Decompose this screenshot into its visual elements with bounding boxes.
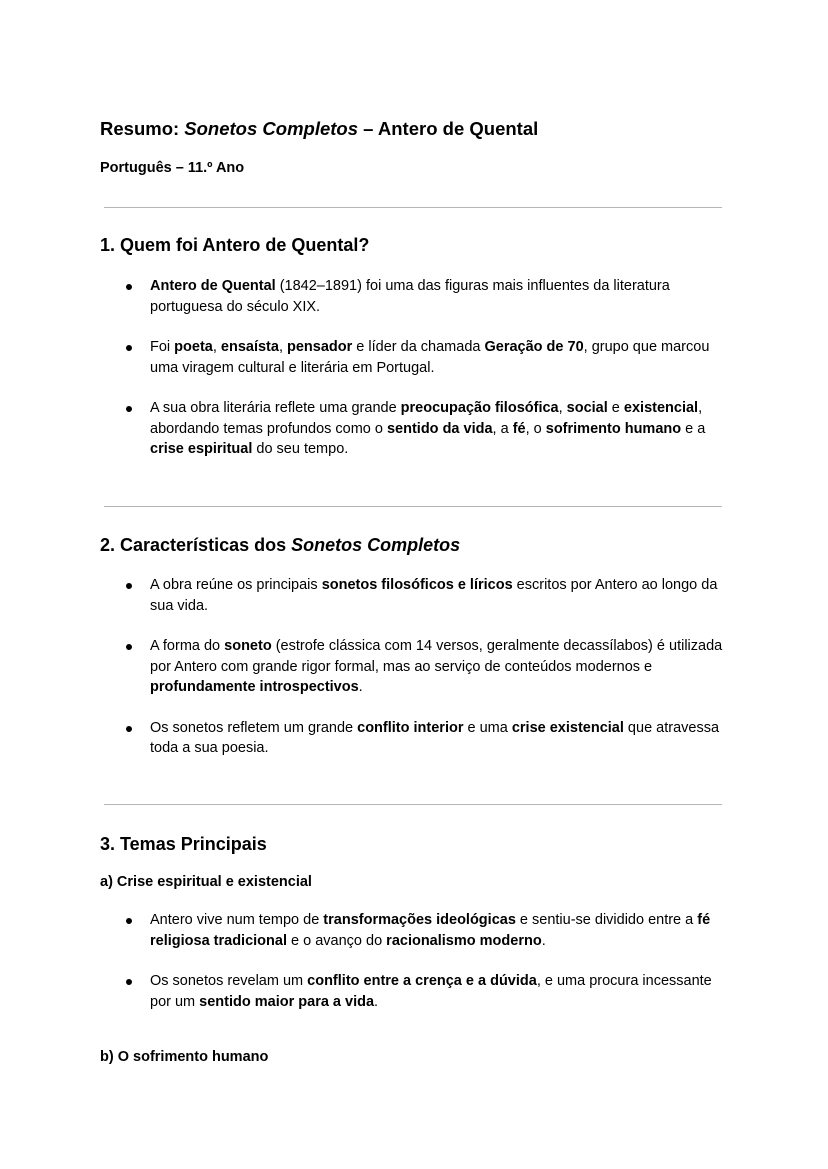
list-item: Foi poeta, ensaísta, pensador e líder da chamada Geração de 70, grupo que marcou uma viragem cultural e literária em Portugal. xyxy=(150,337,728,378)
bullet-icon xyxy=(126,979,132,985)
bullet-icon xyxy=(126,726,132,732)
subsection-a-list xyxy=(150,910,728,1032)
bullet-icon xyxy=(126,345,132,351)
title-prefix: Resumo: xyxy=(100,118,185,139)
document-subtitle: Português – 11.º Ano xyxy=(100,160,245,176)
subsection-b-heading: b) O sofrimento humano xyxy=(100,1049,269,1065)
list-item: Os sonetos refletem um grande conflito interior e uma crise existencial que atravessa toda a sua poesia. xyxy=(150,718,728,759)
divider xyxy=(104,207,722,208)
list-item: A forma do soneto (estrofe clássica com 14 versos, geralmente decassílabos) é utilizada por Antero com grande rigor formal, mas ao serviço de conteúdos modernos e profundamente introspectivos. xyxy=(150,636,728,698)
subsection-a-heading: a) Crise espiritual e existencial xyxy=(100,874,312,890)
section-2-heading: 2. Características dos Sonetos Completos xyxy=(100,535,461,555)
section-2-list xyxy=(150,575,728,779)
list-item: Antero de Quental (1842–1891) foi uma das figuras mais influentes da literatura portuguesa do século XIX. xyxy=(150,276,728,317)
bullet-icon xyxy=(126,644,132,650)
section-1-heading: 1. Quem foi Antero de Quental? xyxy=(100,235,370,255)
title-suffix: – Antero de Quental xyxy=(358,118,539,139)
list-item: A obra reúne os principais sonetos filosóficos e líricos escritos por Antero ao longo da sua vida. xyxy=(150,575,728,616)
section-3-heading: 3. Temas Principais xyxy=(100,834,267,854)
list-item: A sua obra literária reflete uma grande preocupação filosófica, social e existencial, abordando temas profundos como o sentido da vida, a fé, o sofrimento humano e a crise espiritual do seu tempo. xyxy=(150,398,728,460)
bullet-icon xyxy=(126,583,132,589)
bullet-icon xyxy=(126,918,132,924)
list-item: Os sonetos revelam um conflito entre a crença e a dúvida, e uma procura incessante por um sentido maior para a vida. xyxy=(150,971,728,1012)
bullet-icon xyxy=(126,284,132,290)
list-item: Antero vive num tempo de transformações ideológicas e sentiu-se dividido entre a fé religiosa tradicional e o avanço do racionalismo moderno. xyxy=(150,910,728,951)
title-work: Sonetos Completos xyxy=(184,118,359,139)
divider xyxy=(104,506,722,507)
document-title xyxy=(100,118,538,140)
section-1-list xyxy=(150,276,728,480)
bullet-icon xyxy=(126,406,132,412)
divider xyxy=(104,804,722,805)
